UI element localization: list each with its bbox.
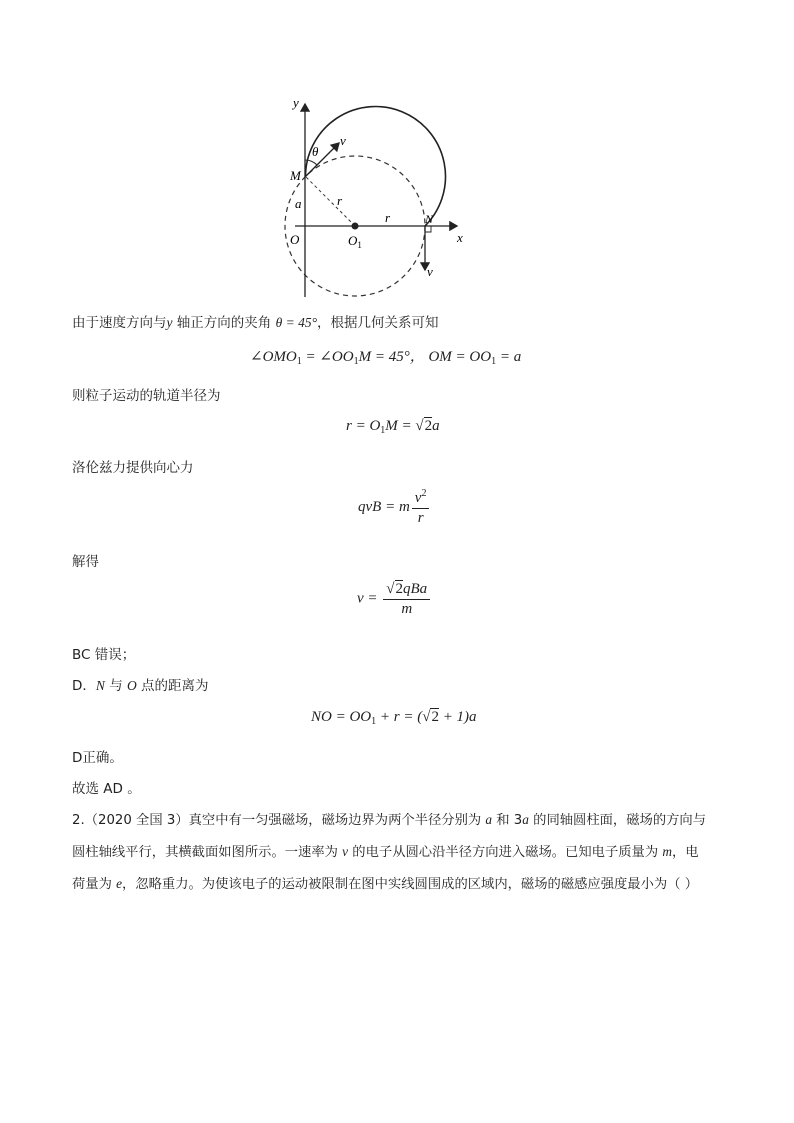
equation-velocity: v = $\frac{\text{√2qBa}}{m}$ bbox=[357, 580, 432, 619]
equation-radius: $r = O_1M = √2a$ bbox=[346, 418, 440, 436]
question-2-line-2: 圆柱轴线平行，其横截面如图所示。一速率为 v 的电子从圆心沿半径方向进入磁场。已知电子质量为 m，电 bbox=[72, 844, 699, 860]
para-orbit-radius: 则粒子运动的轨道半径为 bbox=[72, 388, 221, 404]
label-a: a bbox=[295, 196, 302, 211]
trajectory-arc bbox=[306, 107, 446, 226]
var-y: y bbox=[166, 315, 173, 330]
right-angle-mark bbox=[425, 226, 431, 232]
label-m: M bbox=[290, 168, 301, 183]
text: ，根据几何关系可知 bbox=[316, 315, 439, 331]
label-r-axis: r bbox=[385, 210, 391, 225]
para-option-d: D．N 与 O 点的距离为 bbox=[72, 678, 209, 694]
para-answer: 故选 AD 。 bbox=[72, 781, 141, 797]
label-o: O bbox=[290, 232, 300, 247]
question-2-line-1: 2.（2020 全国 3）真空中有一匀强磁场，磁场边界为两个半径分别为 a 和 3a 的同轴圆柱面，磁场的方向与 bbox=[72, 812, 707, 828]
equation-force: qvB = m $\frac{v^2}{r}$ bbox=[358, 488, 431, 528]
text: 由于速度方向与 bbox=[72, 315, 167, 331]
radius-line bbox=[306, 177, 355, 226]
label-r-radius: r bbox=[337, 193, 343, 208]
label-v-m: v bbox=[340, 133, 346, 148]
label-x: x bbox=[457, 230, 463, 245]
center-point-o1 bbox=[352, 223, 359, 230]
velocity-arrow-m bbox=[305, 143, 339, 177]
para-solve: 解得 bbox=[72, 554, 99, 570]
para-d-correct: D正确。 bbox=[72, 750, 123, 766]
trajectory-figure bbox=[275, 92, 475, 302]
label-v-n: v bbox=[427, 264, 433, 279]
label-o1: $O_1$ bbox=[348, 233, 362, 250]
text: 轴正方向的夹角 bbox=[172, 315, 276, 331]
para-bc-wrong: BC 错误； bbox=[72, 647, 136, 663]
equation-angles: $\angle OMO_1$ = $\angle OO_1M = 45^\circ$， OM = $OO_1 = a$ bbox=[250, 349, 522, 367]
equation-distance: NO = $OO_1 + r = (√2 + 1)a$ bbox=[311, 709, 477, 727]
question-2-line-3: 荷量为 e，忽略重力。为使该电子的运动被限制在图中实线圆围成的区域内，磁场的磁感应强度最小为（ ） bbox=[72, 876, 699, 892]
theta-eq: θ = 45° bbox=[275, 315, 317, 330]
label-y: y bbox=[293, 95, 299, 110]
label-theta: θ bbox=[312, 144, 319, 159]
para-lorentz: 洛伦兹力提供向心力 bbox=[72, 460, 194, 476]
label-n: N bbox=[425, 212, 434, 226]
para-velocity-angle bbox=[72, 311, 438, 331]
